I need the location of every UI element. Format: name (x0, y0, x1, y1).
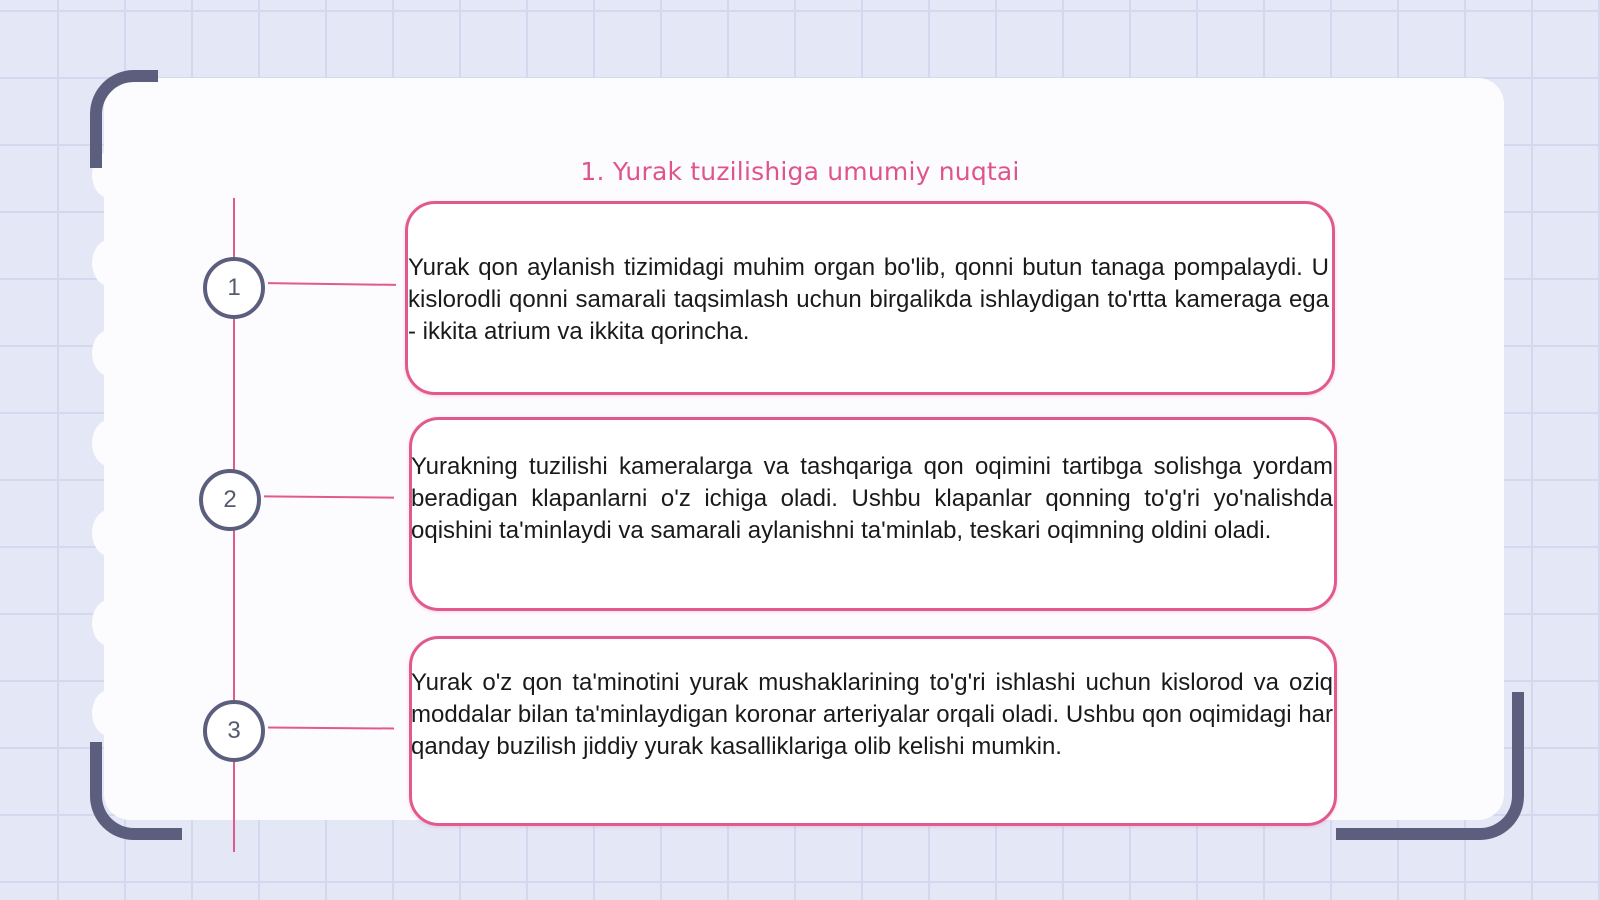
slide-title: 1. Yurak tuzilishiga umumiy nuqtai (580, 156, 1020, 186)
paper-scallop (92, 330, 126, 376)
info-card-text: Yurakning tuzilishi kameralarga va tashqariga qon oqimini tartibga solishga yordam beradigan klapanlarni o'z ichiga oladi. Ushbu klapanlar qonning to'g'ri yo'nalishda oqishini ta'minlaydi va samarali aylanishni ta'minlab, teskari oqimning oldini oladi. (411, 453, 1333, 544)
paper-scallop (92, 600, 126, 646)
frame-corner-top-left (90, 70, 158, 168)
step-number-badge: 1 (203, 257, 265, 319)
paper-scallop (92, 510, 126, 556)
step-number-badge: 2 (199, 469, 261, 531)
paper-scallop (92, 420, 126, 466)
paper-scallop (92, 240, 126, 286)
info-card-text: Yurak o'z qon ta'minotini yurak mushaklarining to'g'ri ishlashi uchun kislorod va oziq moddalar bilan ta'minlaydigan koronar arteriyalar orqali oladi. Ushbu qon oqimidagi har qanday buzilish jiddiy yurak kasalliklariga olib kelishi mumkin. (411, 669, 1333, 760)
frame-corner-bottom-left (90, 742, 182, 840)
info-card-text: Yurak qon aylanish tizimidagi muhim organ bo'lib, qonni butun tanaga pompalaydi. U kislorodli qonni samarali taqsimlash uchun birgalikda ishlaydigan to'rtta kameraga ega - ikkita atrium va ikkita qorincha. (408, 254, 1329, 345)
frame-corner-bottom-right (1336, 692, 1524, 840)
paper-scallop (92, 690, 126, 736)
step-number-badge: 3 (203, 700, 265, 762)
